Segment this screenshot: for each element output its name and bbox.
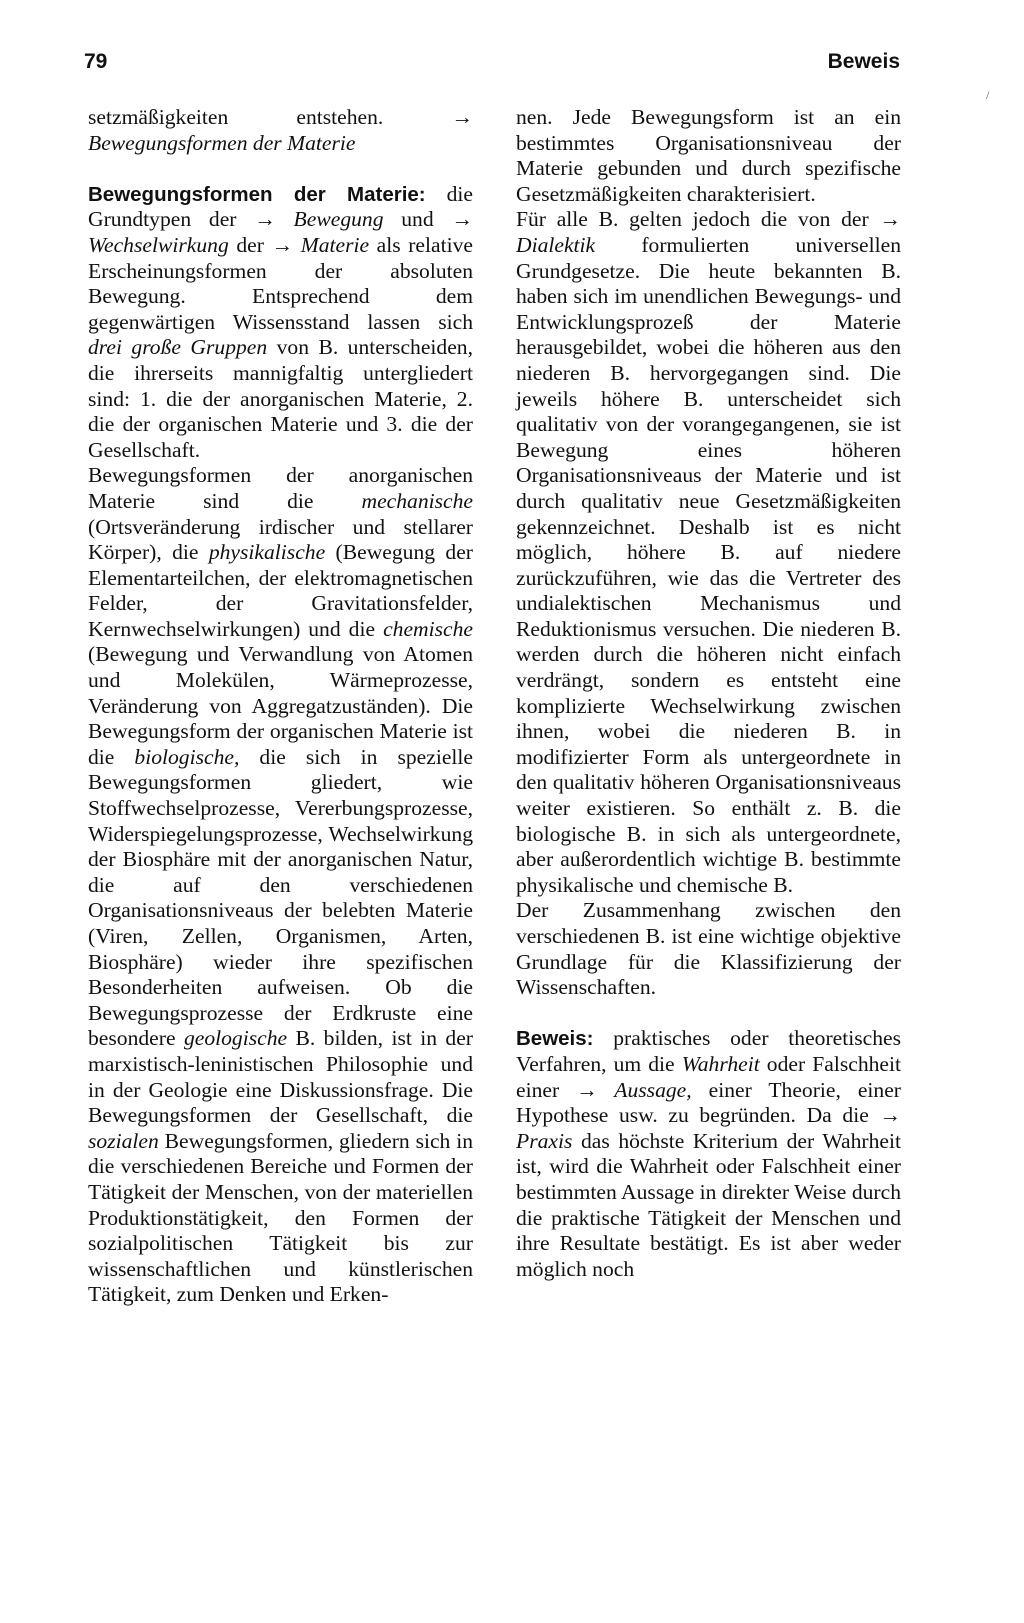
cross-reference: Dialektik — [516, 232, 596, 257]
emphasis: sozialen — [88, 1128, 159, 1153]
left-column — [88, 105, 473, 1308]
emphasis: geologische — [183, 1026, 288, 1051]
cross-reference: Materie — [293, 232, 370, 257]
cross-reference-arrow: → — [254, 207, 276, 232]
cross-reference: Wahrheit — [681, 1051, 760, 1076]
cross-reference: Wechselwirkung — [88, 232, 229, 257]
paragraph-grundgesetze: Für alle B. gelten jedoch die von der → Dialektik formulierten universellen Grundgesetze. Die heute bekannten B. haben sich im unendlichen Bewegungs- und Entwicklungsprozeß der Materie herausgebildet, wobei die höheren aus den niederen B. hervorgegangen sind. Die jeweils höhere B. unterscheidet sich qualitativ von der vorangegangenen, sie ist Bewegung eines höheren Organisationsniveaus der Materie und ist durch qualitativ neue Gesetzmäßigkeiten gekennzeichnet. Deshalb ist es nicht möglich, höhere B. auf niedere zurückzuführen, wie das die Vertreter des undialektischen Mechanismus und Reduktionismus versuchen. Die niederen B. werden durch die höheren nicht einfach verdrängt, sondern es entsteht eine komplizierte Wechselwirkung zwischen ihnen, wobei die niederen B. in modifizierter Form als untergeordnete in den qualitativ höheren Organisationsniveaus weiter existieren. So enthält z. B. die biologische B. in sich als untergeordnete, aber außerordentlich wichtige B. bestimmte physikalische und chemische B. — [516, 207, 901, 897]
cross-reference: Bewegung — [275, 207, 384, 232]
paragraph-entry-continuation: setzmäßigkeiten entstehen. → Bewegungsformen der Materie — [88, 105, 473, 155]
headword-bewegungsformen: Bewegungsformen der Materie: — [88, 182, 426, 206]
emphasis: physikalische — [208, 540, 326, 565]
page-number: 79 — [84, 50, 108, 73]
cross-reference-arrow: → — [879, 1103, 901, 1128]
right-column — [516, 105, 901, 1282]
emphasis: mechanische — [361, 488, 473, 513]
cross-reference: Praxis — [516, 1128, 573, 1153]
emphasis: drei große Gruppen — [88, 335, 268, 360]
emphasis: chemische — [383, 616, 473, 641]
margin-mark: / — [986, 88, 990, 102]
paragraph-klassifizierung: Der Zusammenhang zwischen den verschiedenen B. ist eine wichtige objektive Grundlage für die Klassifizierung der Wissenschaften. — [516, 898, 901, 1000]
cross-reference: Bewegungsformen der Materie — [88, 130, 356, 155]
page-header — [84, 50, 900, 80]
paragraph-organisationsniveau: nen. Jede Bewegungsform ist an ein bestimmtes Organisationsniveau der Materie gebunden und durch spezifische Gesetzmäßigkeiten charakterisiert. — [516, 105, 901, 206]
paragraph-beweis-definition: Beweis: praktisches oder theoretisches Verfahren, um die Wahrheit oder Falschheit einer → Aussage, einer Theorie, einer Hypothese usw. zu begründen. Da die → Praxis das höchste Kriterium der Wahrheit ist, wird die Wahrheit oder Falschheit einer bestimmten Aussage in direkter Weise durch die praktische Tätigkeit der Menschen und ihre Resultate bestätigt. Es ist aber weder möglich noch — [516, 1026, 901, 1281]
paragraph-anorganische-bewegungsformen: Bewegungsformen der anorganischen Materie sind die mechanische (Ortsveränderung irdischer und stellarer Körper), die physikalische (Bewegung der Elementarteilchen, der elektromagnetischen Felder, der Gravitationsfelder, Kernwechselwirkungen) und die chemische (Bewegung und Verwandlung von Atomen und Molekülen, Wärmeprozesse, Veränderung von Aggregatzuständen). Die Bewegungsform der organischen Materie ist die biologische, die sich in spezielle Bewegungsformen gliedert, wie Stoffwechselprozesse, Vererbungsprozesse, Widerspiegelungsprozesse, Wechselwirkung der Biosphäre mit der anorganischen Natur, die auf den verschiedenen Organisationsniveaus der belebten Materie (Viren, Zellen, Organismen, Arten, Biosphäre) wieder ihre spezifischen Besonderheiten aufweisen. Ob die Bewegungsprozesse der Erdkruste eine besondere geologische B. bilden, ist in der marxistisch-leninistischen Philosophie und in der Geologie eine Diskussionsfrage. Die Bewegungsformen der Gesellschaft, die sozialen Bewegungsformen, gliedern sich in die verschiedenen Bereiche und Formen der Tätigkeit der Menschen, von der materiellen Produktionstätigkeit, den Formen der sozialpolitischen Tätigkeit bis zur wissenschaftlichen und künstlerischen Tätigkeit, zum Denken und Erken- — [88, 463, 474, 1307]
cross-reference-arrow: → — [451, 207, 473, 232]
cross-reference: Aussage, — [597, 1077, 692, 1102]
headword-beweis: Beweis: — [516, 1027, 594, 1051]
running-head: Beweis — [827, 50, 900, 73]
emphasis: biologische, — [134, 744, 240, 769]
cross-reference-arrow: → — [451, 105, 473, 129]
cross-reference-arrow: → — [879, 207, 901, 232]
cross-reference-arrow: → — [271, 232, 294, 257]
cross-reference-arrow: → — [576, 1077, 598, 1102]
paragraph-bewegungsformen-definition: Bewegungsformen der Materie: die Grundtypen der → Bewegung und → Wechselwirkung der → Materie als relative Erscheinungsformen der absoluten Bewegung. Entsprechend dem gegenwärtigen Wissensstand lassen sich drei große Gruppen von B. unterscheiden, die ihrerseits mannigfaltig untergliedert sind: 1. die der anorganischen Materie, 2. die der organischen Materie und 3. die der Gesellschaft. — [88, 181, 474, 462]
